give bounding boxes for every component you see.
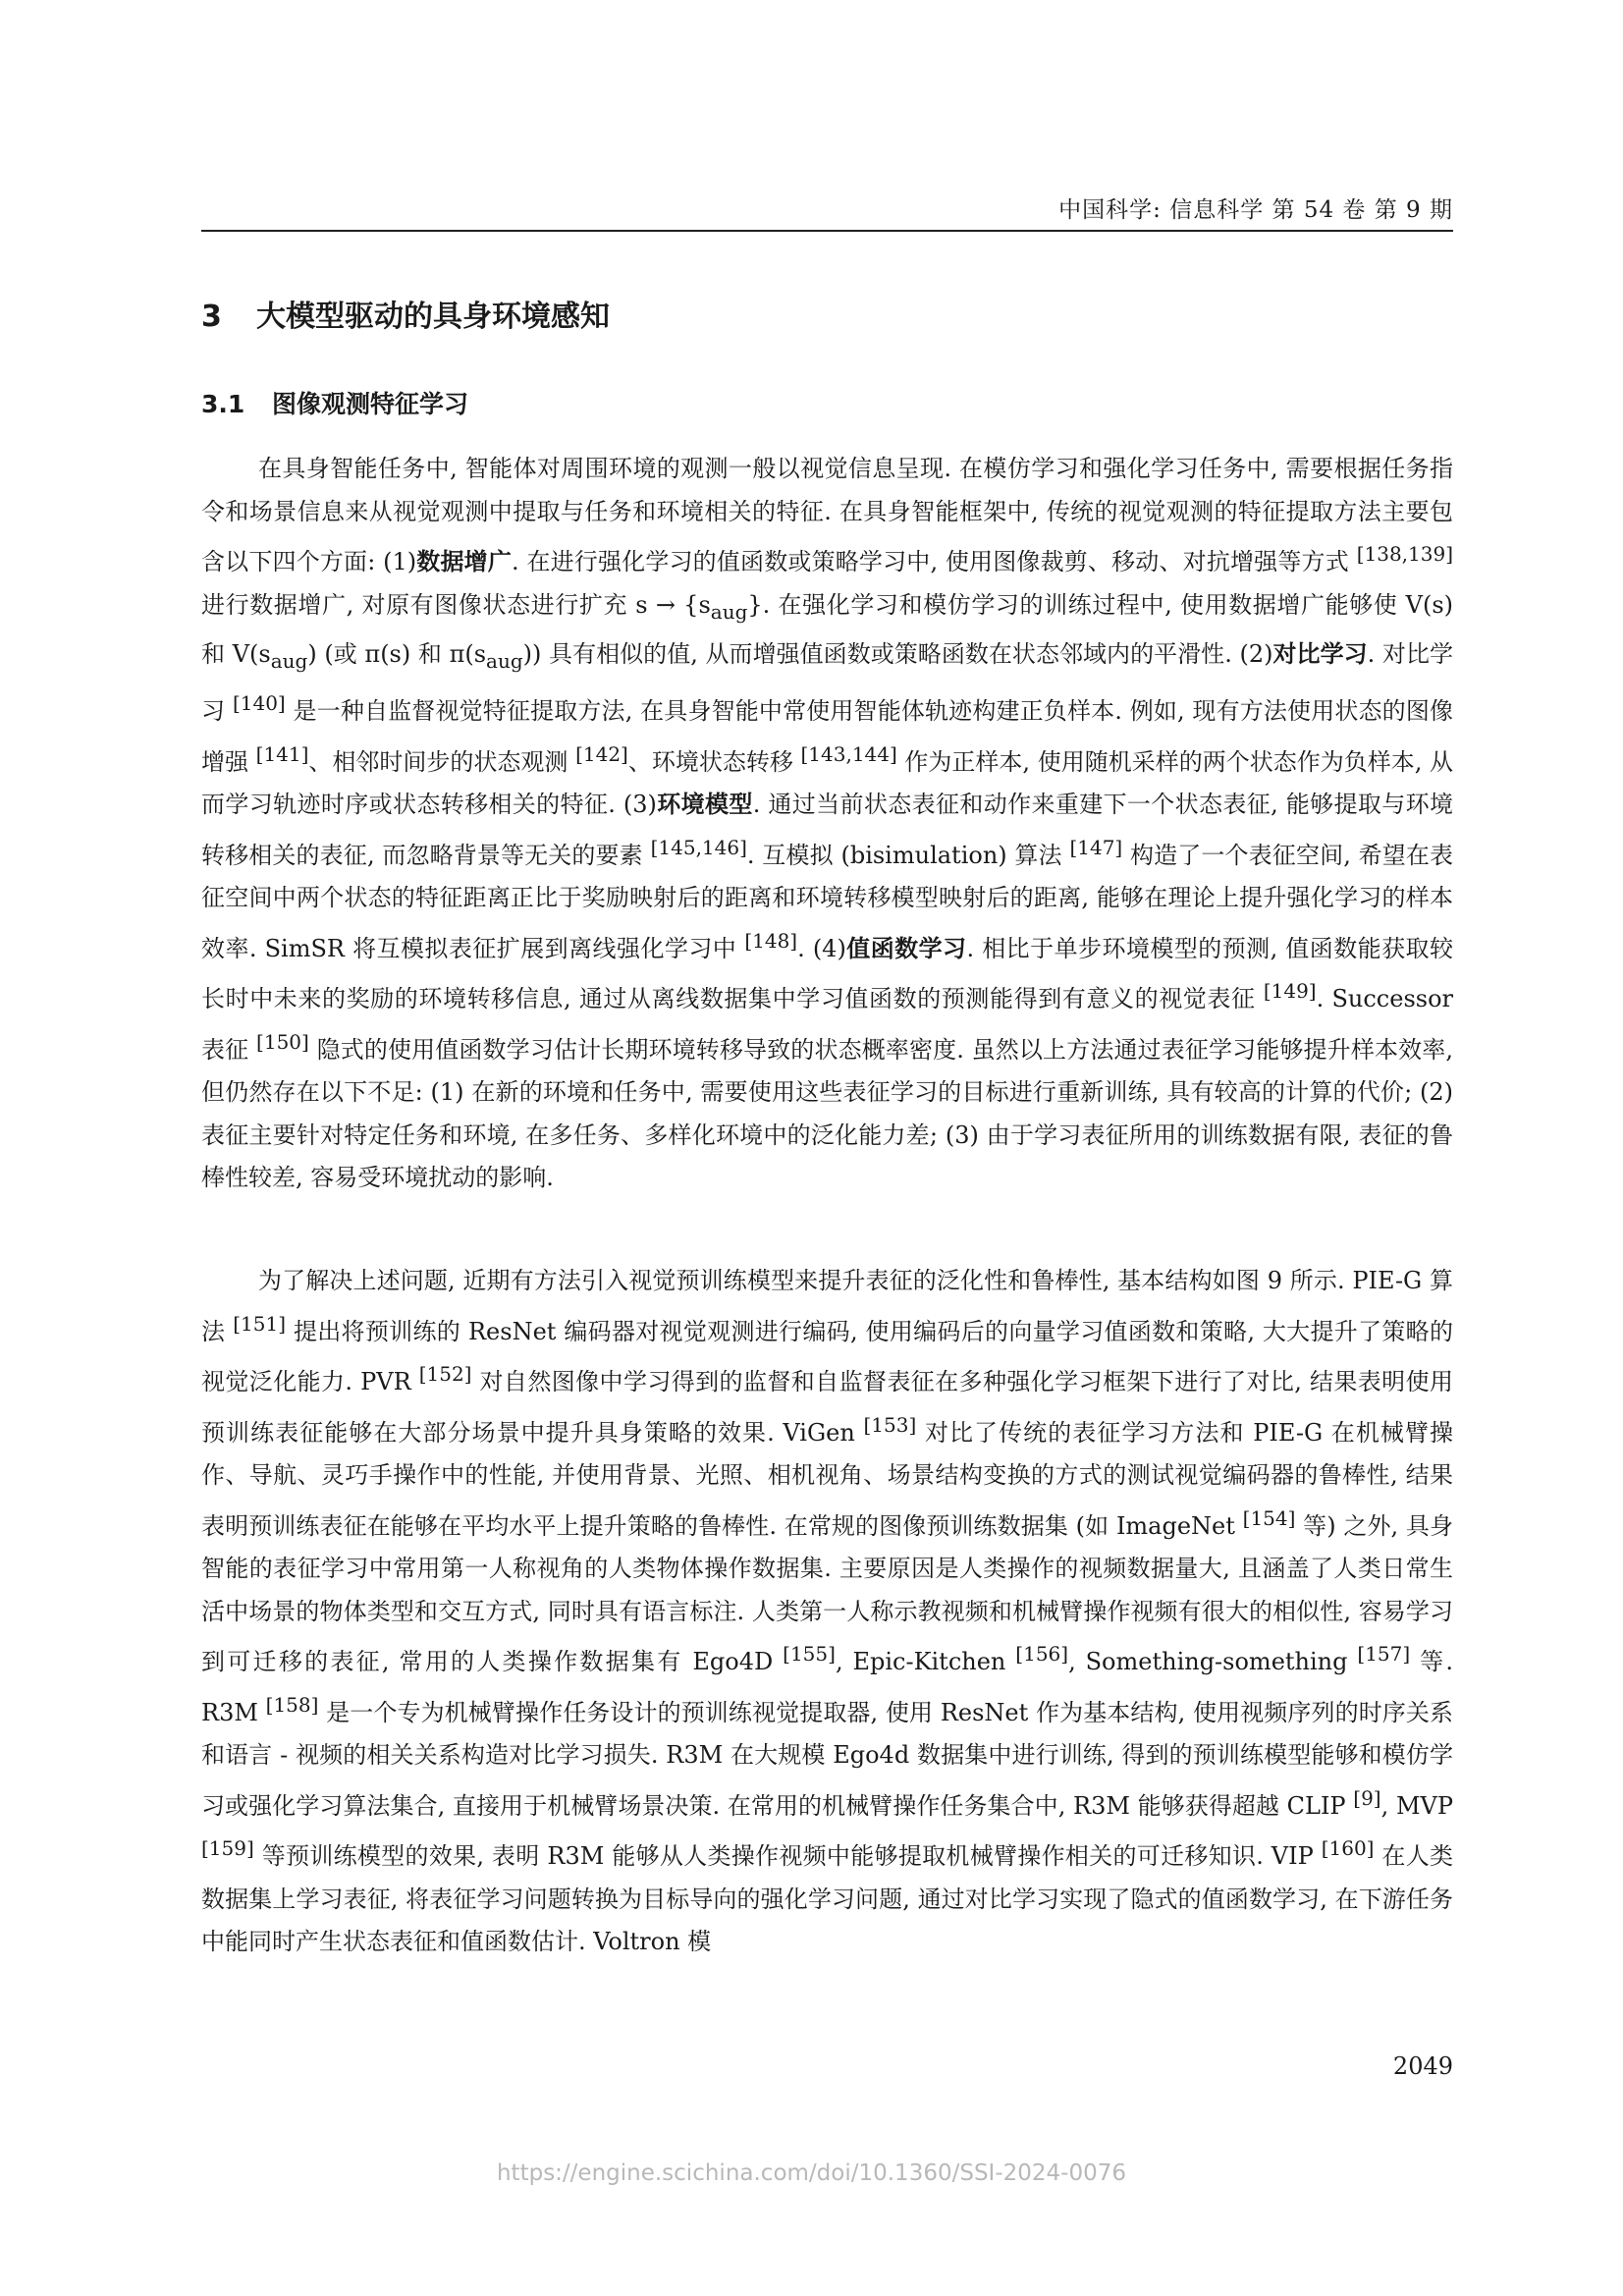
subscript: aug	[270, 648, 308, 673]
citation: [143,144]	[800, 741, 897, 766]
text-run: )) 具有相似的值, 从而增强值函数或策略函数在状态邻域内的平滑性. (2)	[522, 639, 1273, 668]
citation: [160]	[1321, 1836, 1375, 1860]
citation: [157]	[1357, 1642, 1411, 1666]
text-run: 构造了一个表征空间, 希望在表征空间中两个状态的特征距离正比于奖励映射后的距离和环境转移模型映射后的距离, 能够在理论上提升强化学习的样本效率. SimSR 将互模拟表征扩展到离线强化学习中	[201, 841, 1454, 962]
text-run: , MVP	[1380, 1791, 1453, 1820]
text-run: 进行数据增广, 对原有图像状态进行扩充 s → {s	[201, 590, 711, 619]
citation: [159]	[201, 1836, 254, 1860]
citation: [140]	[232, 691, 286, 716]
section-heading	[201, 292, 610, 335]
body-paragraph	[201, 1260, 1453, 1964]
text-run: 等预训练模型的效果, 表明 R3M 能够从人类操作视频中能够提取机械臂操作相关的可迁移知识. VIP	[253, 1842, 1322, 1870]
citation: [147]	[1069, 835, 1123, 859]
text-run: , Epic-Kitchen	[835, 1648, 1016, 1675]
citation: [155]	[783, 1642, 836, 1666]
citation: [156]	[1015, 1642, 1069, 1666]
text-run: 等) 之外, 具身智能的表征学习中常用第一人称视角的人类物体操作数据集. 主要原因是人类操作的视频数据量大, 且涵盖了人类日常生活中场景的物体类型和交互方式, 同时具有语言标注. 人类第一人称示教视频和机械臂操作视频有很大的相似性, 容易学习到可迁移的表征, 常用的人类操作数据集有 Ego4D	[201, 1511, 1453, 1675]
text-run: , Something-something	[1068, 1648, 1358, 1675]
text-run: . 在进行强化学习的值函数或策略学习中, 使用图像裁剪、移动、对抗增强等方式	[512, 548, 1357, 575]
page-number: 2049	[1392, 2052, 1453, 2080]
subscript: aug	[486, 648, 523, 673]
doi-watermark: https://engine.scichina.com/doi/10.1360/SSI-2024-0076	[496, 2160, 1126, 2186]
text-run: ) (或 π(s) 和 π(s	[307, 639, 487, 668]
text-run: 对自然图像中学习得到的监督和自监督表征在多种强化学习框架下进行了对比, 结果表明使用预训练表征能够在大部分场景中提升具身策略的效果. ViGen	[201, 1368, 1453, 1447]
bold-term: 环境模型	[656, 791, 753, 819]
text-run: 在具身智能任务中, 智能体对周围环境的观测一般以视觉信息呈现. 在模仿学习和强化学习任务中, 需要根据任务指令和场景信息来从视觉观测中提取与任务和环境相关的特征. 在具身智能框架中, 传统的视觉观测的特征提取方法主要包含以下四个方面: (1)	[201, 455, 1453, 575]
text-run: 作为正样本, 使用随机采样的两个状态作为负样本, 从而学习轨迹时序或状态转移相关的特征. (3)	[201, 747, 1453, 819]
text-run: 是一种自监督视觉特征提取方法, 在具身智能中常使用智能体轨迹构建正负样本. 例如, 现有方法使用状态的图像增强	[201, 697, 1453, 776]
citation: [153]	[863, 1412, 917, 1437]
citation: [148]	[744, 928, 798, 953]
text-run: 是一个专为机械臂操作任务设计的预训练视觉提取器, 使用 ResNet 作为基本结构, 使用视频序列的时序关系和语言 - 视频的相关关系构造对比学习损失. R3M 在大规模 Ego4d 数据集中进行训练, 得到的预训练模型能够和模仿学习或强化学习算法集合, 直接用于机械臂场景决策. 在常用的机械臂操作任务集合中, R3M 能够获得超越 CLIP	[201, 1698, 1453, 1820]
citation: [138,139]	[1356, 542, 1453, 566]
text-run: 、环境状态转移	[627, 747, 801, 776]
citation: [151]	[233, 1311, 287, 1336]
running-header: 中国科学: 信息科学 第 54 卷 第 9 期	[1058, 197, 1453, 223]
text-run: 、相邻时间步的状态观测	[308, 747, 576, 776]
header-rule	[201, 230, 1453, 232]
text-run: . 互模拟 (bisimulation) 算法	[746, 841, 1070, 869]
citation: [152]	[418, 1362, 472, 1386]
text-run: . 通过当前状态表征和动作来重建下一个状态表征, 能够提取与环境转移相关的表征, 而忽略背景等无关的要素	[201, 791, 1453, 869]
citation: [149]	[1263, 979, 1317, 1004]
subsection-number: 3.1	[201, 390, 245, 418]
text-run: . Successor 表征	[201, 985, 1454, 1064]
citation: [142]	[575, 741, 628, 766]
text-run: 在人类数据集上学习表征, 将表征学习问题转换为目标导向的强化学习问题, 通过对比学习实现了隐式的值函数学习, 在下游任务中能同时产生状态表征和值函数估计. Voltron 模	[201, 1842, 1454, 1955]
text-run: . 对比学习	[201, 639, 1453, 726]
citation: [9]	[1353, 1785, 1381, 1810]
text-run: }. 在强化学习和模仿学习的训练过程中, 使用数据增广能够使 V(s) 和 V(s	[201, 590, 1453, 668]
bold-term: 对比学习	[1272, 639, 1368, 668]
subsection-title: 图像观测特征学习	[272, 390, 469, 418]
citation: [145,146]	[650, 835, 747, 859]
citation: [154]	[1242, 1505, 1296, 1530]
bold-term: 数据增广	[416, 548, 513, 575]
text-run: . 相比于单步环境模型的预测, 值函数能获取较长时中未来的奖励的环境转移信息, 通过从离线数据集中学习值函数的预测能得到有意义的视觉表征	[201, 934, 1454, 1013]
text-run: 对比了传统的表征学习方法和 PIE-G 在机械臂操作、导航、灵巧手操作中的性能, 并使用背景、光照、相机视角、场景结构变换的方式的测试视觉编码器的鲁棒性, 结果表明预训练表征在能够在平均水平上提升策略的鲁棒性. 在常规的图像预训练数据集 (如 ImageNet	[201, 1418, 1453, 1540]
subsection-heading	[201, 385, 468, 420]
text-run: 提出将预训练的 ResNet 编码器对视觉观测进行编码, 使用编码后的向量学习值函数和策略, 大大提升了策略的视觉泛化能力. PVR	[201, 1317, 1453, 1395]
text-run: . (4)	[797, 934, 846, 962]
subscript: aug	[710, 599, 748, 624]
text-run: 隐式的使用值函数学习估计长期环境转移导致的状态概率密度. 虽然以上方法通过表征学习能够提升样本效率, 但仍然存在以下不足: (1) 在新的环境和任务中, 需要使用这些表征学习的目标进行重新训练, 具有较高的计算的代价; (2) 表征主要针对特定任务和环境, 在多任务、多样化环境中的泛化能力差; (3) 由于学习表征所用的训练数据有限, 表征的鲁棒性较差, 容易受环境扰动的影响.	[201, 1035, 1453, 1192]
section-number: 3	[201, 300, 222, 334]
citation: [158]	[265, 1692, 319, 1717]
body-paragraph	[201, 448, 1453, 1200]
bold-term: 值函数学习	[845, 934, 967, 962]
section-title: 大模型驱动的具身环境感知	[256, 300, 610, 334]
text-run: 为了解决上述问题, 近期有方法引入视觉预训练模型来提升表征的泛化性和鲁棒性, 基本结构如图 9 所示. PIE-G 算法	[201, 1267, 1453, 1345]
citation: [141]	[255, 741, 309, 766]
citation: [150]	[256, 1029, 309, 1054]
text-run: 等. R3M	[201, 1648, 1453, 1726]
